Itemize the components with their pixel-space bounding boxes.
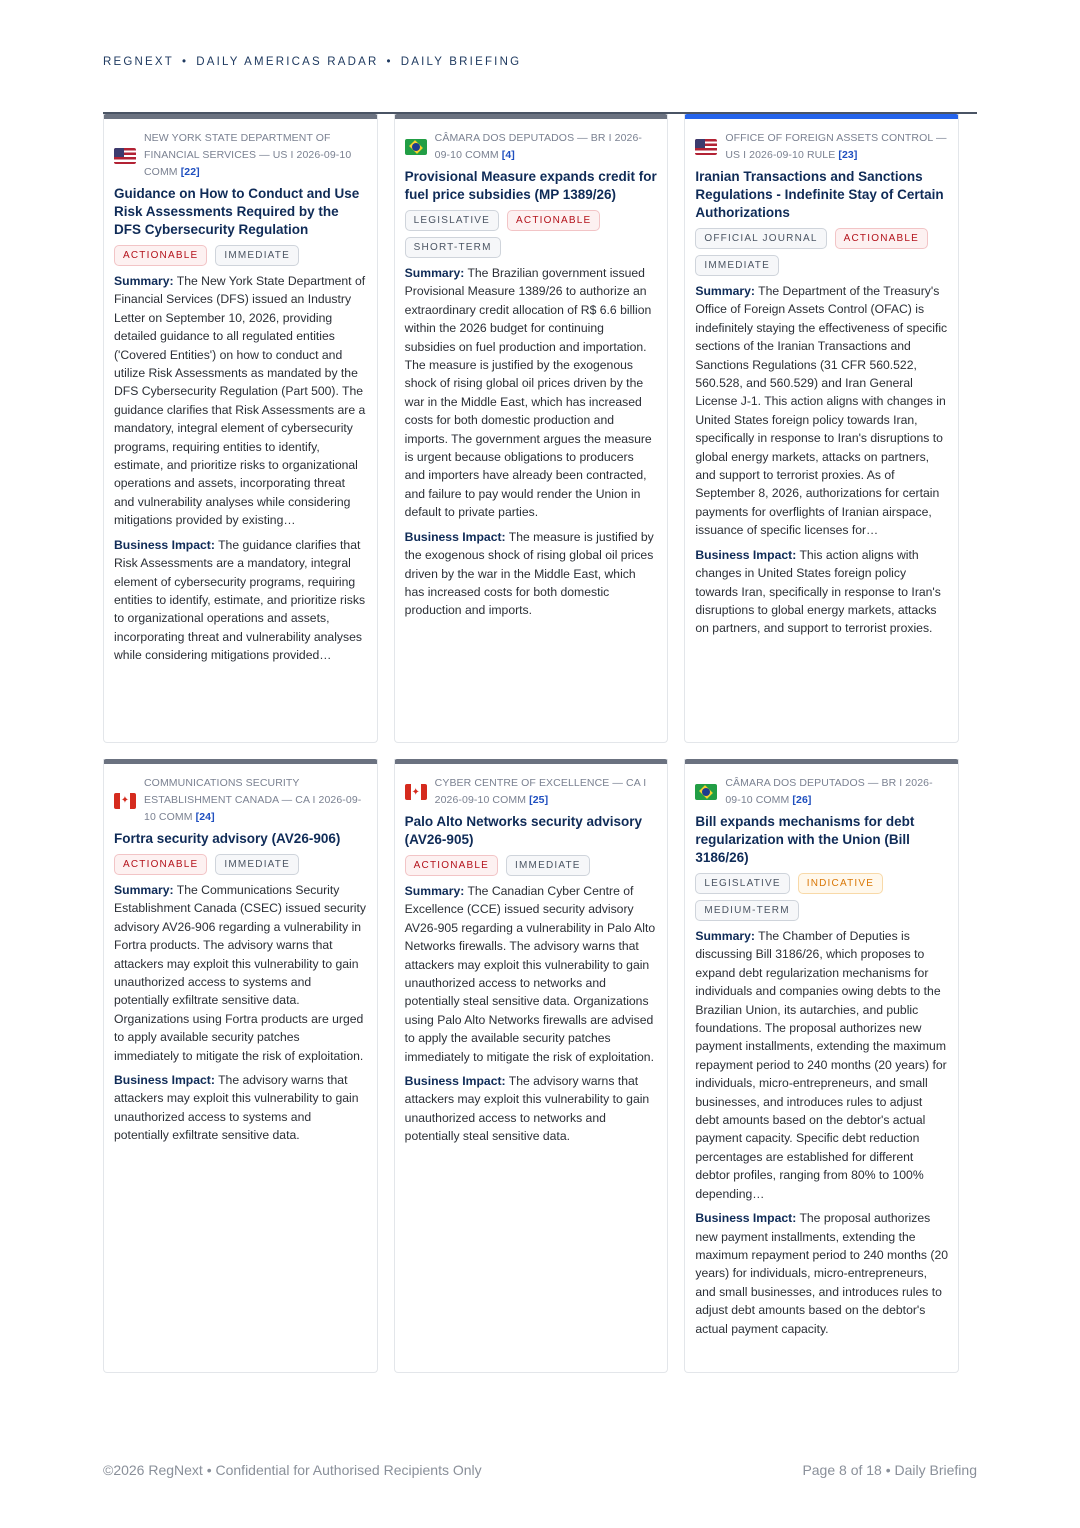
card-business-impact: [114, 536, 367, 665]
impact-label: Business Impact:: [114, 537, 215, 552]
impact-text: The guidance clarifies that Risk Assessments are a mandatory, integral element of cybersecurity programs, requiring entities to identify, estimate, and prioritize risks to organizational operations and assets, incorporating threat and vulnerability analyses while considering mitigations provided…: [114, 537, 366, 663]
tag-list: [695, 228, 948, 276]
source-name: COMMUNICATIONS SECURITY ESTABLISHMENT CANADA — CA I 2026-09-10: [144, 777, 362, 823]
flag-ca-icon: ✦: [405, 784, 427, 800]
card-row: [103, 759, 959, 1373]
tag-list: [405, 855, 658, 876]
status-badge: LEGISLATIVE: [695, 873, 789, 894]
card-title[interactable]: Bill expands mechanisms for debt regularization with the Union (Bill 3186/26): [695, 814, 915, 865]
source-kind: COMM: [465, 149, 499, 161]
source-reference[interactable]: [25]: [529, 794, 549, 806]
regulation-card[interactable]: [394, 114, 669, 743]
regulation-card[interactable]: [684, 759, 959, 1373]
source-kind: RULE: [806, 149, 836, 161]
flag-br-icon: [695, 784, 717, 800]
source-kind: COMM: [158, 811, 193, 823]
status-badge: ACTIONABLE: [114, 854, 207, 875]
card-grid: [103, 114, 959, 1373]
source-text: [435, 775, 658, 809]
status-badge: INDICATIVE: [798, 873, 883, 894]
status-badge: IMMEDIATE: [215, 854, 299, 875]
impact-text: The proposal authorizes new payment installments, extending the maximum repayment period to 240 months (20 years) for individuals, micro-entrepreneurs, and small businesses, and introduces rules to adjust debt amounts based on the debtor's actual payment capacity.: [695, 1211, 949, 1336]
card-source: [405, 130, 658, 164]
card-source: [405, 775, 658, 809]
header-brand: REGNEXT: [103, 56, 174, 68]
status-badge: SHORT-TERM: [405, 237, 501, 258]
status-badge: LEGISLATIVE: [405, 210, 499, 231]
regulation-card[interactable]: [394, 759, 669, 1373]
regulation-card[interactable]: [103, 759, 378, 1373]
card-business-impact: [405, 528, 658, 620]
card-source: [695, 775, 948, 809]
status-badge: ACTIONABLE: [835, 228, 928, 249]
regulation-card[interactable]: [684, 114, 959, 743]
card-accent-bar: [394, 759, 669, 764]
source-kind: COMM: [755, 794, 790, 806]
status-badge: ACTIONABLE: [114, 245, 207, 266]
tag-list: [114, 854, 367, 875]
status-badge: MEDIUM-TERM: [695, 900, 798, 921]
summary-text: The Chamber of Deputies is discussing Bill 3186/26, which proposes to expand debt regularization mechanisms for individuals and companies owing debts to the Brazilian Union, its autarchies, and public foundations. The proposal authorizes new payment installments, extending the maximum repayment period to 240 months (20 years) for individuals, micro-entrepreneurs, and small businesses, and introduces rules to adjust debt amounts based on the debtor's actual payment capacity. Specific debt reduction percentages are established for different debtor profiles, ranging from 80% to 100% depending…: [695, 929, 947, 1201]
source-reference[interactable]: [4]: [501, 149, 515, 161]
card-accent-bar: [684, 759, 959, 764]
summary-label: Summary:: [404, 884, 465, 898]
source-reference[interactable]: [23]: [838, 149, 858, 161]
card-business-impact: [695, 546, 948, 638]
impact-label: Business Impact:: [404, 1074, 506, 1089]
summary-label: Summary:: [695, 929, 755, 943]
card-accent-bar: [394, 114, 669, 119]
header-type: DAILY BRIEFING: [400, 56, 522, 68]
footer-page-info: Page 8 of 18 • Daily Briefing: [802, 1462, 977, 1478]
page-header: [103, 56, 521, 68]
source-name: CÂMARA DOS DEPUTADOS — BR I 2026-09-10: [725, 777, 933, 806]
source-name: CÂMARA DOS DEPUTADOS — BR I 2026-09-10: [434, 132, 642, 161]
card-title[interactable]: Fortra security advisory (AV26-906): [114, 831, 341, 846]
summary-text: The New York State Department of Financial Services (DFS) issued an Industry Letter on September 10, 2026, providing detailed guidance to all regulated entities ('Covered Entities') on how to conduct and utilize Risk Assessments as mandated by the DFS Cybersecurity Regulation (Part 500). The guidance clarifies that Risk Assessments are a mandatory, integral element of cybersecurity programs, requiring entities to identify, estimate, and prioritize risks to organizational operations and assets, incorporating threat and vulnerability analyses while considering mitigations provided by existing…: [114, 274, 366, 528]
card-source: [114, 130, 367, 181]
footer-copyright: ©2026 RegNext • Confidential for Authorised Recipients Only: [103, 1462, 482, 1478]
status-badge: IMMEDIATE: [215, 245, 299, 266]
summary-text: The Communications Security Establishment Canada (CSEC) issued security advisory AV26-906 regarding a vulnerability in Fortra products. The advisory warns that attackers may exploit this vulnerability to gain unauthorized access to systems and potentially exfiltrate sensitive data. Organizations using Fortra products are urged to apply available security patches immediately to mitigate the risk of exploitation.: [114, 883, 366, 1063]
source-name: NEW YORK STATE DEPARTMENT OF FINANCIAL SERVICES — US I 2026-09-10: [144, 132, 352, 161]
status-badge: ACTIONABLE: [507, 210, 600, 231]
summary-label: Summary:: [114, 883, 174, 897]
summary-text: The Canadian Cyber Centre of Excellence (CCE) issued security advisory AV26-905 regarding a vulnerability in Palo Alto Networks firewalls. The advisory warns that attackers may exploit this vulnerability to gain unauthorized access to networks and potentially steal sensitive data. Organizations using Palo Alto Networks firewalls are advised to apply the available security patches immediately to mitigate the risk of exploitation.: [404, 884, 656, 1064]
card-title[interactable]: Guidance on How to Conduct and Use Risk Assessments Required by the DFS Cybersecurity Regulation: [114, 186, 360, 237]
card-source: [114, 775, 367, 826]
source-reference[interactable]: [22]: [180, 166, 200, 178]
regulation-card[interactable]: [103, 114, 378, 743]
impact-label: Business Impact:: [695, 547, 797, 562]
card-business-impact: [405, 1072, 658, 1146]
impact-text: This action aligns with changes in United States foreign policy towards Iran, specifically in response to Iran's disruptions to global energy markets, attacks on partners, and support to terrorist proxies.: [695, 547, 941, 636]
card-title[interactable]: Iranian Transactions and Sanctions Regulations - Indefinite Stay of Certain Authorizations: [695, 169, 944, 220]
card-accent-bar: [103, 759, 378, 764]
tag-list: [695, 873, 948, 921]
card-summary: [405, 882, 658, 1066]
impact-text: The advisory warns that attackers may exploit this vulnerability to gain unauthorized access to networks and potentially steal sensitive data.: [404, 1074, 650, 1144]
source-text: [144, 775, 367, 826]
source-name: CYBER CENTRE OF EXCELLENCE — CA I 2026-09-10: [434, 777, 647, 806]
header-separator: •: [386, 56, 393, 68]
source-kind: COMM: [492, 794, 527, 806]
card-title[interactable]: Provisional Measure expands credit for fuel price subsidies (MP 1389/26): [404, 169, 657, 202]
summary-label: Summary:: [114, 274, 174, 288]
source-reference[interactable]: [24]: [195, 811, 215, 823]
card-business-impact: [695, 1209, 948, 1338]
header-report: DAILY AMERICAS RADAR: [196, 56, 379, 68]
card-accent-bar: [103, 114, 378, 119]
card-source: [695, 130, 948, 164]
impact-label: Business Impact:: [404, 529, 506, 544]
flag-ca-icon: ✦: [114, 793, 136, 809]
impact-text: The measure is justified by the exogenous shock of rising global oil prices driven by the war in the Middle East, which has increased costs for both domestic production and imports.: [404, 529, 654, 618]
status-badge: ACTIONABLE: [405, 855, 498, 876]
card-summary: [695, 927, 948, 1203]
source-kind: COMM: [144, 166, 178, 178]
summary-label: Summary:: [695, 284, 755, 298]
header-separator: •: [182, 56, 189, 68]
card-summary: [114, 881, 367, 1065]
card-row: [103, 114, 959, 743]
card-title[interactable]: Palo Alto Networks security advisory (AV26-905): [404, 814, 643, 847]
card-summary: [695, 282, 948, 540]
card-accent-bar: [684, 114, 959, 119]
card-business-impact: [114, 1071, 367, 1145]
summary-text: The Brazilian government issued Provisional Measure 1389/26 to authorize an extraordinary credit allocation of R$ 6.6 billion within the 2026 budget for continuing subsidies on fuel production and importation. The measure is justified by the exogenous shock of rising global oil prices driven by the war in the Middle East, which has increased costs for both domestic production and imports. The government argues the measure is urgent because obligations to producers and importers have already been contracted, and failure to pay would render the Union in default to private parties.: [404, 266, 652, 520]
source-text: [725, 775, 948, 809]
impact-text: The advisory warns that attackers may exploit this vulnerability to gain unauthorized access to systems and potentially exfiltrate sensitive data.: [114, 1073, 359, 1143]
summary-label: Summary:: [404, 266, 465, 280]
impact-label: Business Impact:: [695, 1211, 797, 1226]
source-text: [435, 130, 658, 164]
card-summary: [405, 264, 658, 522]
tag-list: [114, 245, 367, 266]
summary-text: The Department of the Treasury's Office of Foreign Assets Control (OFAC) is indefinitely staying the effectiveness of specific sections of the Iranian Transactions and Sanctions Regulations (31 CFR 560.522, 560.528, and 560.529) and Iran General License J-1. This action aligns with changes in United States foreign policy towards Iran, specifically in response to Iran's disruptions to global energy markets, attacks on partners, and support to terrorist proxies. As of September 8, 2026, authorizations for certain payments for overflights of Iranian airspace, issuance of specific licenses for…: [695, 284, 948, 538]
tag-list: [405, 210, 658, 258]
flag-us-icon: [695, 139, 717, 155]
flag-us-icon: [114, 148, 136, 164]
source-name: OFFICE OF FOREIGN ASSETS CONTROL — US I 2026-09-10: [725, 132, 947, 161]
impact-label: Business Impact:: [114, 1073, 215, 1088]
status-badge: IMMEDIATE: [695, 255, 779, 276]
source-text: [144, 130, 367, 181]
card-summary: [114, 272, 367, 530]
flag-br-icon: [405, 139, 427, 155]
source-text: [725, 130, 948, 164]
status-badge: IMMEDIATE: [506, 855, 590, 876]
status-badge: OFFICIAL JOURNAL: [695, 228, 826, 249]
source-reference[interactable]: [26]: [792, 794, 812, 806]
